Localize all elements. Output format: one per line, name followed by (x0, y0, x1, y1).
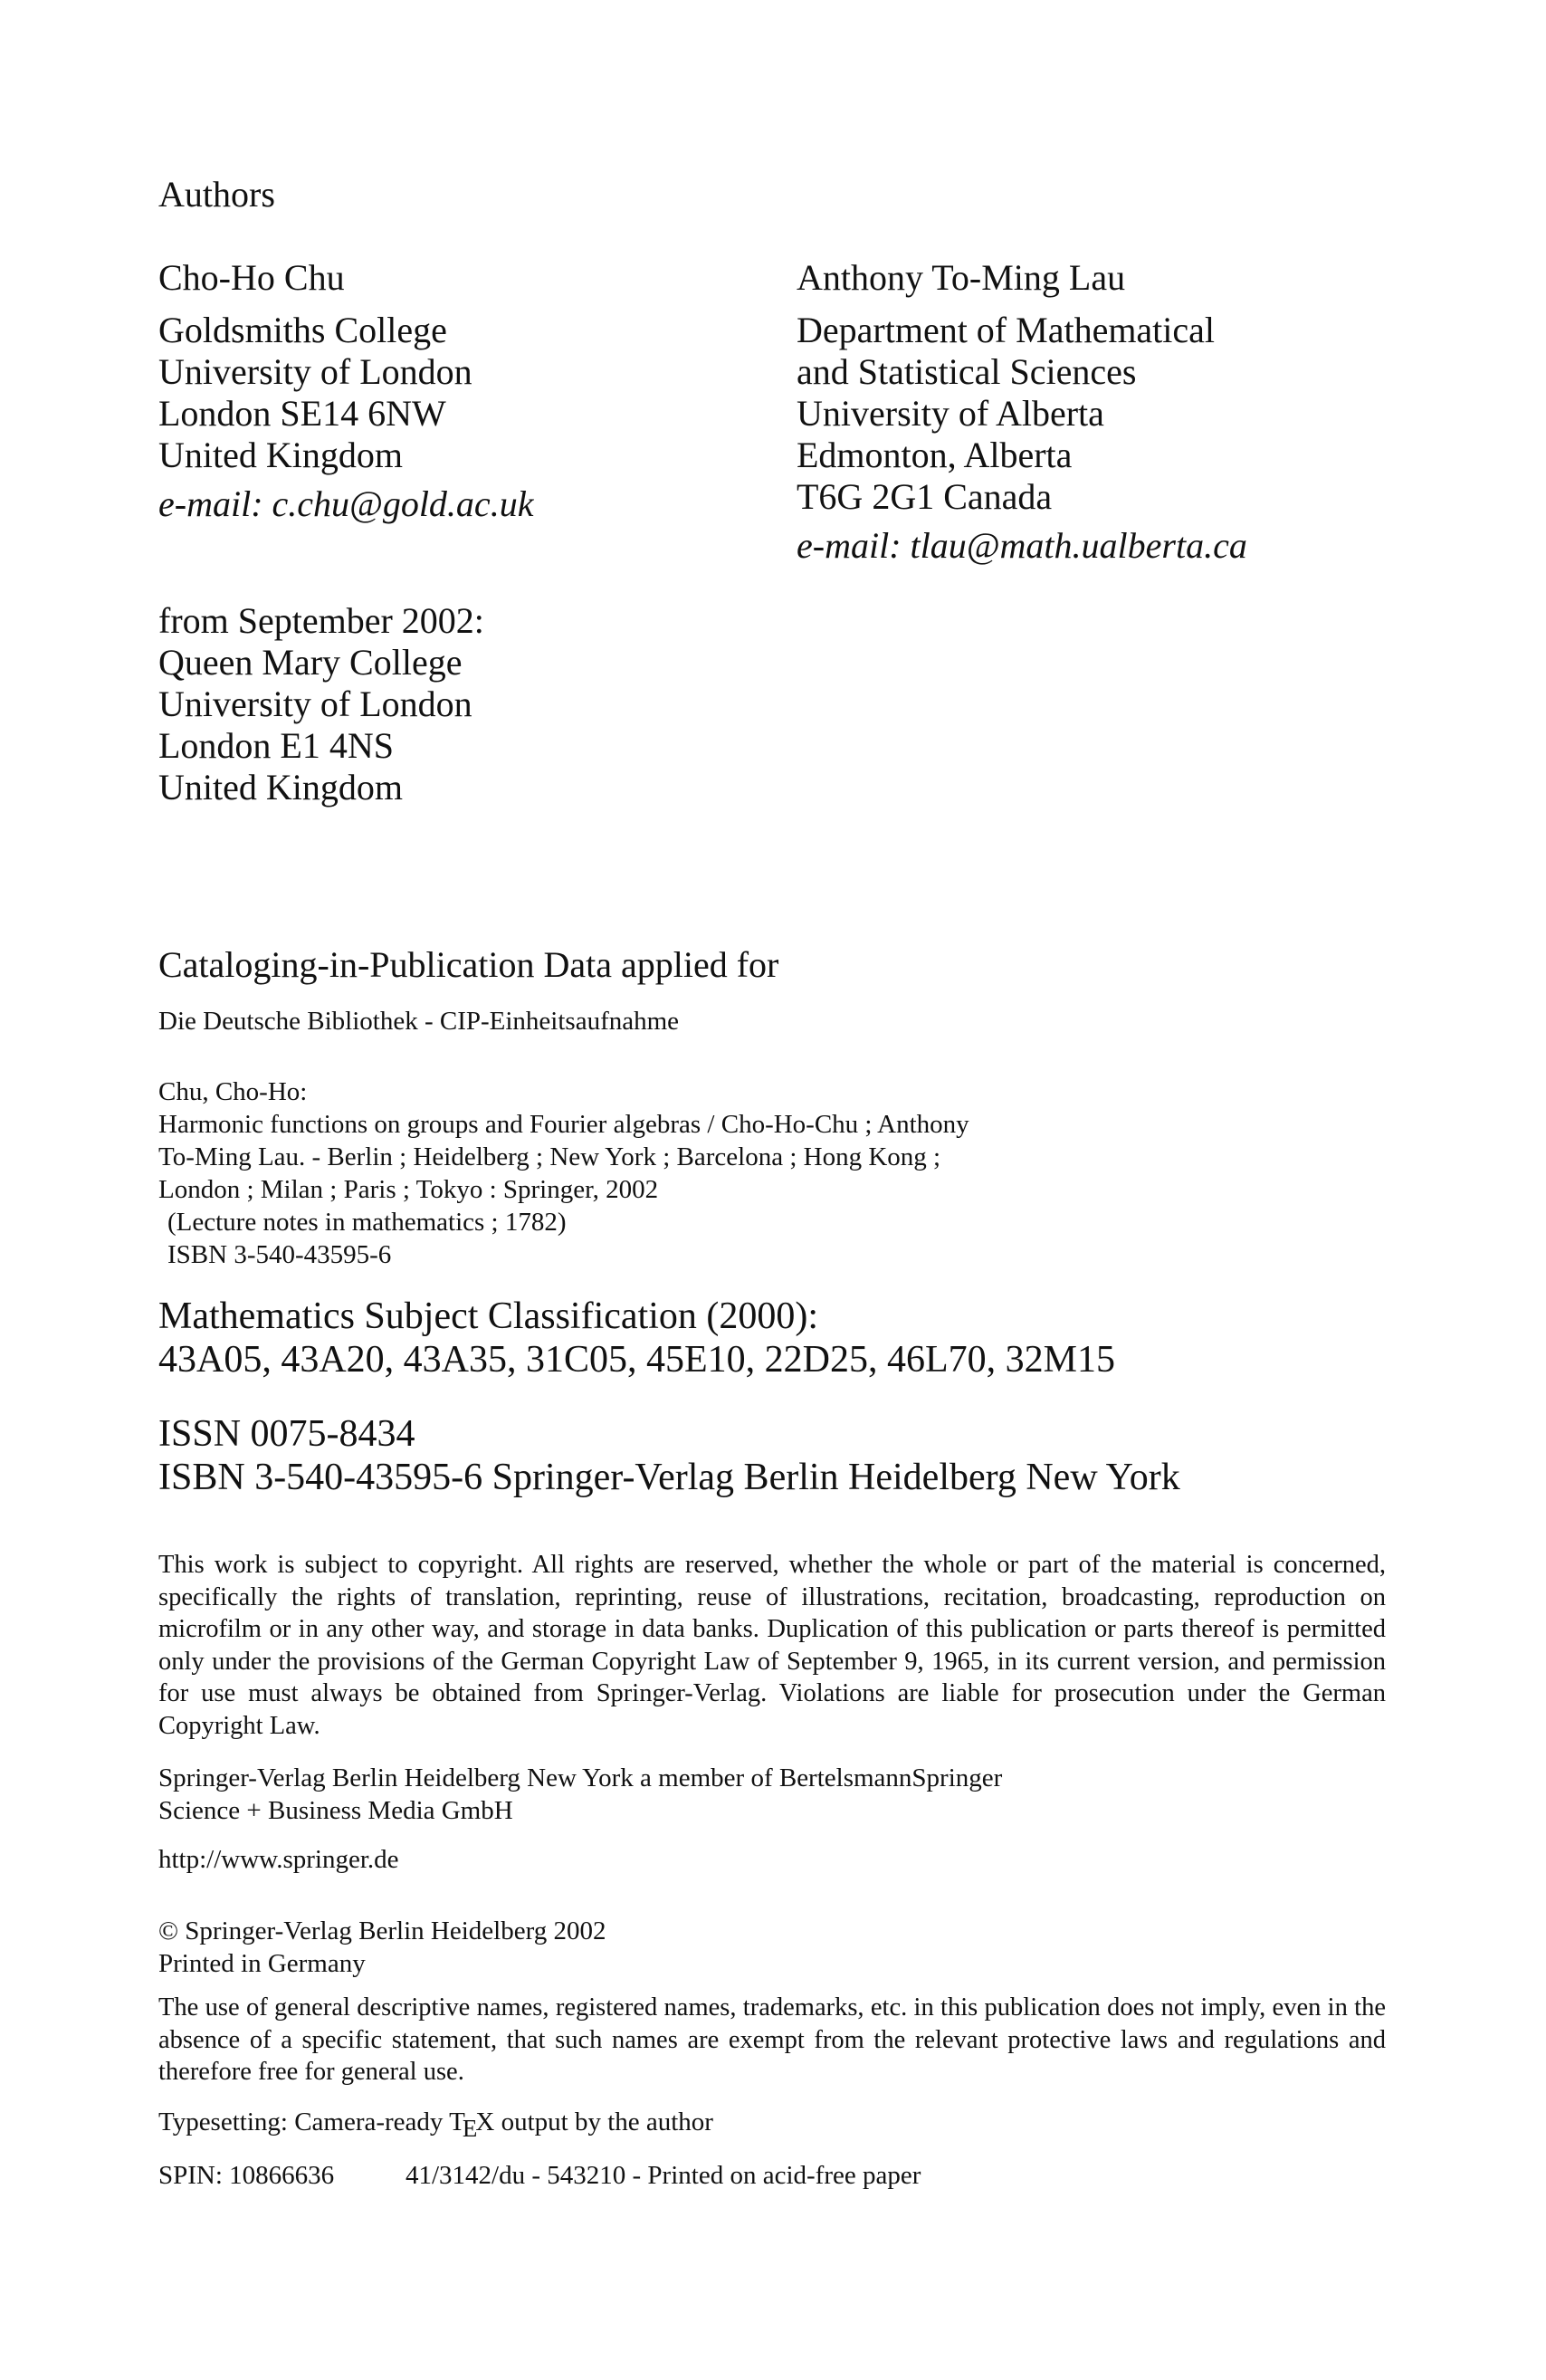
msc-codes: 43A05, 43A20, 43A35, 31C05, 45E10, 22D25, 46L70, 32M15 (158, 1339, 1115, 1381)
trademark-notice: The use of general descriptive names, registered names, trademarks, etc. in this publication does not imply, even in the absence of a specific statement, that such names are exempt from the relevant protective laws and regulations and therefore free for general use. (158, 1993, 1386, 2086)
cip-entry-line: (Lecture notes in mathematics ; 1782) (167, 1208, 567, 1237)
email-address[interactable]: c.chu@gold.ac.uk (272, 483, 534, 524)
issn: ISSN 0075-8434 (158, 1413, 415, 1455)
tex-logo (449, 2108, 495, 2142)
author-block-chu-future (158, 600, 484, 808)
address-line: United Kingdom (158, 767, 403, 808)
typesetting-prefix: Typesetting: Camera-ready (158, 2108, 450, 2136)
publisher-line: Science + Business Media GmbH (158, 1796, 513, 1825)
address-line: Edmonton, Alberta (797, 435, 1073, 475)
authors-heading: Authors (158, 174, 275, 215)
typesetting-suffix: output by the author (494, 2108, 713, 2136)
author-block-lau (797, 257, 1247, 567)
address-line: Queen Mary College (158, 642, 463, 683)
spin-code: 41/3142/du - 543210 - Printed on acid-free paper (406, 2161, 921, 2190)
copyright-line: © Springer-Verlag Berlin Heidelberg 2002 (158, 1916, 606, 1945)
publisher-website-link[interactable]: http://www.springer.de (158, 1845, 399, 1874)
email-label: e-mail: (158, 483, 263, 524)
cip-entry-line: Harmonic functions on groups and Fourier algebras / Cho-Ho-Chu ; Anthony (158, 1110, 969, 1139)
publisher-block (158, 1762, 1002, 1827)
address-line: United Kingdom (158, 435, 403, 475)
printed-line: Printed in Germany (158, 1949, 366, 1978)
tex-logo-t: T (449, 2108, 465, 2136)
cip-entry-line: Chu, Cho-Ho: (158, 1077, 308, 1106)
publisher-line: Springer-Verlag Berlin Heidelberg New York a member of BertelsmannSpringer (158, 1763, 1003, 1792)
author-name: Cho-Ho Chu (158, 257, 345, 298)
address-line: London E1 4NS (158, 725, 394, 766)
address-line: Department of Mathematical (797, 310, 1216, 350)
address-line: Goldsmiths College (158, 310, 447, 350)
msc-heading: Mathematics Subject Classification (2000): (158, 1295, 819, 1337)
copyright-notice: This work is subject to copyright. All rights are reserved, whether the whole or part of the material is concerned, specifically the rights of translation, reprinting, reuse of illustrations, recitation, broadcasting, reproduction on microfilm or in any other way, and storage in data banks. Duplication of this publication or parts thereof is permitted only under the provisions of the German Copyright Law of September 9, 1965, in its current version, and permission for use must always be obtained from Springer-Verlag. Violations are liable for prosecution under the German Copyright Law. (158, 1551, 1386, 1740)
isbn: ISBN 3-540-43595-6 Springer-Verlag Berlin Heidelberg New York (158, 1457, 1180, 1498)
author-block-chu (158, 257, 533, 525)
address-line: University of Alberta (797, 393, 1104, 434)
cip-library: Die Deutsche Bibliothek - CIP-Einheitsaufnahme (158, 1007, 680, 1036)
address-line: University of London (158, 683, 472, 724)
cip-entry (158, 1075, 969, 1271)
issn-isbn-block (158, 1412, 1180, 1499)
author-name: Anthony To-Ming Lau (797, 257, 1126, 298)
address-line: T6G 2G1 Canada (797, 476, 1053, 517)
tex-logo-e: E (462, 2115, 478, 2142)
copyright-block (158, 1915, 606, 1980)
cip-entry-line: London ; Milan ; Paris ; Tokyo : Springer, 2002 (158, 1175, 659, 1204)
address-line: London SE14 6NW (158, 393, 446, 434)
address-line: and Statistical Sciences (797, 351, 1137, 392)
email-line (158, 483, 533, 525)
msc-block (158, 1295, 1115, 1381)
cip-heading: Cataloging-in-Publication Data applied for (158, 944, 779, 985)
cip-entry-line: ISBN 3-540-43595-6 (167, 1240, 392, 1269)
email-line (797, 525, 1247, 567)
cip-entry-line: To-Ming Lau. - Berlin ; Heidelberg ; New York ; Barcelona ; Hong Kong ; (158, 1142, 941, 1171)
future-lead: from September 2002: (158, 600, 484, 641)
email-label: e-mail: (797, 525, 902, 566)
address-line: University of London (158, 351, 472, 392)
tex-logo-x: X (475, 2108, 495, 2136)
spin-label: SPIN: 10866636 (158, 2161, 335, 2190)
email-address[interactable]: tlau@math.ualberta.ca (910, 525, 1247, 566)
typesetting-line (158, 2106, 713, 2142)
